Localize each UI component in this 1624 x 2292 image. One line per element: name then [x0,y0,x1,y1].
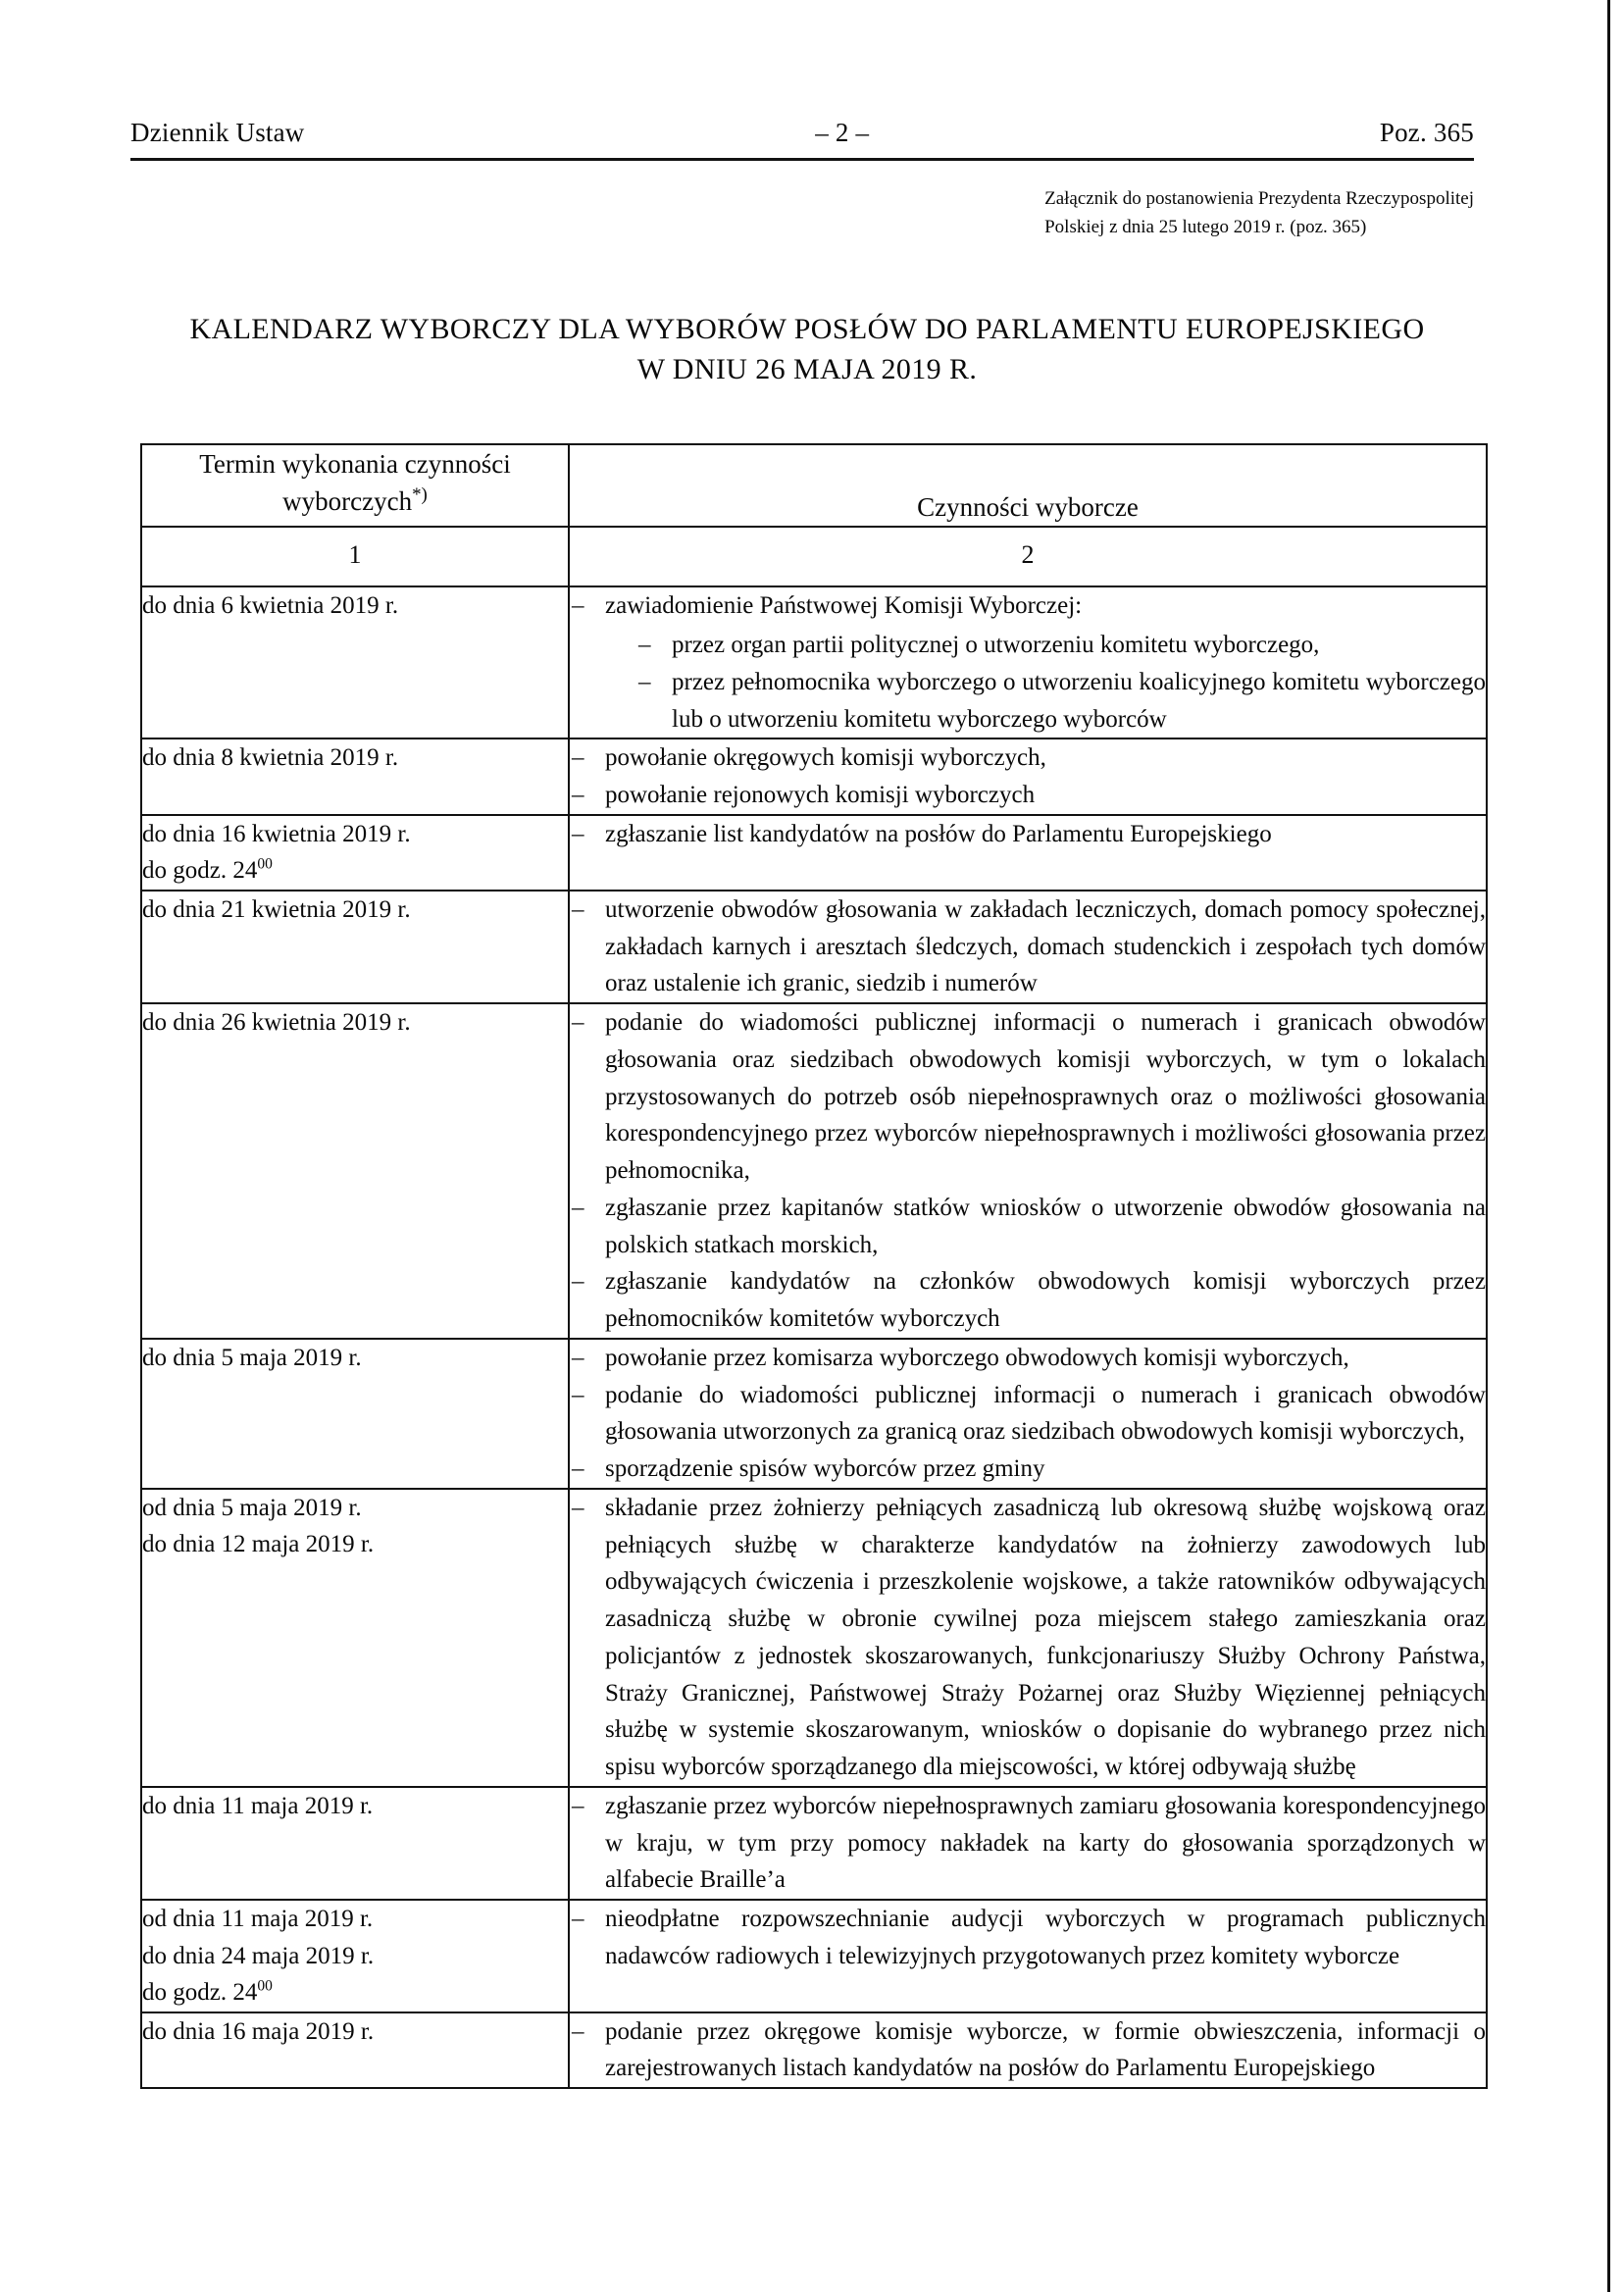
activity-item [570,587,1486,738]
activity-subitem: – przez organ partii politycznej o utworzeniu komitetu wyborczego, [634,627,1486,664]
activity-item-text: powołanie okręgowych komisji wyborczych, [605,744,1046,772]
table-header-row [141,444,1487,527]
header-position-number: Poz. 365 [1379,118,1474,147]
deadline-line: do godz. $24^{00}$ [142,856,273,885]
table-row [141,586,1487,739]
activity-item-text: utworzenie obwodów głosowania w zakładach leczniczych, domach pomocy społecznej, zakładach karnych i aresztach śledczych, domach studenckich i zespołach tych domów oraz ustalenie ich granic, siedzib i numerów [605,895,1486,997]
deadline-cell [141,2012,569,2089]
header-page-number: – 2 – [815,118,870,147]
deadline-line: do dnia 16 kwietnia 2019 r. [142,820,411,847]
deadline-line: od dnia 11 maja 2019 r. [142,1906,374,1933]
activities-cell [569,1339,1487,1489]
running-header [130,118,1474,148]
column-header-deadline-line-1: Termin wykonania czynności [199,449,511,479]
deadline-cell [141,739,569,815]
activity-item [570,1340,1486,1377]
deadline-line: do dnia 5 maja 2019 r. [142,1344,362,1371]
activity-item-text: powołanie przez komisarza wyborczego obwodowych komisji wyborczych, [605,1344,1349,1371]
deadline-line: do dnia 16 maja 2019 r. [142,2017,375,2045]
deadline-line: do godz. $24^{00}$ [142,1977,273,2007]
activity-item-text: składanie przez żołnierzy pełniących zasadniczą lub okresową służbę wojskową oraz pełniących służbę w charakterze kandydatów na żołnierzy zawodowych lub odbywających ćwiczenia i przeszkolenie wojskowe, a także ratowników odbywających zasadniczą służbę w obronie cywilnej poza miejscem stałego zamieszkania oraz policjantów z jednostek skoszarowanych, funkcjonariuszy Służby Ochrony Państwa, Straży Granicznej, Państwowej Straży Pożarnej oraz Służby Więziennej pełniących służbę w systemie skoszarowanym, wniosków o dopisanie do wybranego przez nich spisu wyborców sporządzanego dla miejscowości, w której odbywają służbę [605,1494,1486,1781]
deadline-line: do dnia 24 maja 2019 r. [142,1942,375,1969]
header-publication-name: Dziennik Ustaw [130,118,305,147]
activity-item [570,1901,1486,1975]
activity-item [570,1788,1486,1899]
activity-item [570,739,1486,777]
table-row [141,1787,1487,1900]
activities-cell [569,1787,1487,1900]
table-body [141,586,1487,2088]
deadline-cell [141,1900,569,2012]
activity-item-text: zgłaszanie kandydatów na członków obwodowych komisji wyborczych przez pełnomocników komitetów wyborczych [605,1268,1486,1333]
column-header-deadline-line-2: wyborczych [282,486,413,517]
table-row [141,1339,1487,1489]
activities-cell [569,1900,1487,2012]
activity-item [570,1451,1486,1488]
table-row [141,891,1487,1003]
activity-item-text: sporządzenie spisów wyborców przez gminy [605,1455,1045,1483]
activity-item-text: podanie przez okręgowe komisje wyborcze, w formie obwieszczenia, informacji o zarejestrowanych listach kandydatów na posłów do Parlamentu Europejskiego [605,2017,1486,2082]
deadline-cell [141,586,569,739]
deadline-cell [141,1339,569,1489]
column-number-2: 2 [569,527,1487,586]
activity-list [570,1490,1486,1786]
activity-list [570,1788,1486,1899]
appendix-note-line-1: Załącznik do postanowienia Prezydenta Rzeczypospolitej [1044,188,1474,209]
activity-item [570,1377,1486,1452]
table-row [141,1003,1487,1339]
activity-item-text: podanie do wiadomości publicznej informacji o numerach i granicach obwodów głosowania oraz siedzibach obwodowych komisji wyborczych, w tym o lokalach przystosowanych do potrzeb osób niepełnosprawnych oraz o możliwości głosowania korespondencyjnego przez wyborców niepełnosprawnych i możliwości głosowania przez pełnomocnika, [605,1009,1486,1185]
table-row [141,739,1487,815]
activities-cell [569,739,1487,815]
activity-item [570,2013,1486,2088]
header-rule [130,158,1474,161]
activities-cell [569,2012,1487,2089]
activity-item [570,777,1486,814]
deadline-line: do dnia 21 kwietnia 2019 r. [142,895,411,923]
deadline-line: do dnia 26 kwietnia 2019 r. [142,1009,411,1037]
scan-edge-line [1607,0,1610,2292]
deadline-cell [141,1489,569,1787]
activities-cell [569,1003,1487,1339]
activities-cell [569,815,1487,891]
activity-item-text: zgłaszanie przez kapitanów statków wniosków o utworzenie obwodów głosowania na polskich statkach morskich, [605,1194,1486,1258]
activity-list [570,1340,1486,1488]
appendix-note-line-2: Polskiej z dnia 25 lutego 2019 r. (poz. 365) [1044,217,1367,238]
activity-list [570,891,1486,1002]
page-title-line-2: W DNIU 26 MAJA 2019 R. [636,353,978,386]
activity-list [570,2013,1486,2088]
activity-list [570,1004,1486,1338]
page-title-line-1: KALENDARZ WYBORCZY DLA WYBORÓW POSŁÓW DO PARLAMENTU EUROPEJSKIEGO [189,313,1425,345]
deadline-line: do dnia 12 maja 2019 r. [142,1531,375,1558]
activity-item-text: zgłaszanie list kandydatów na posłów do Parlamentu Europejskiego [605,820,1272,847]
deadline-cell [141,815,569,891]
activity-item [570,891,1486,1002]
appendix-note [1044,184,1474,242]
activity-item-text: podanie do wiadomości publicznej informacji o numerach i granicach obwodów głosowania utworzonych za granicą oraz siedzibach obwodowych komisji wyborczych, [605,1381,1486,1446]
column-header-deadline [141,444,569,527]
table-row [141,1900,1487,2012]
activity-list [570,1901,1486,1975]
activity-item [570,1004,1486,1190]
deadline-cell [141,891,569,1003]
activity-item [570,1263,1486,1338]
activity-item [570,816,1486,853]
activity-item-text: zgłaszanie przez wyborców niepełnosprawnych zamiaru głosowania korespondencyjnego w kraju, w tym przy pomocy nakładek na karty do głosowania sporządzonych w alfabecie Braille’a [605,1792,1486,1894]
activity-item-text: zawiadomienie Państwowej Komisji Wyborczej: [605,592,1083,620]
hour-minutes-superscript: 00 [257,856,273,873]
activity-item [570,1190,1486,1264]
activities-cell [569,891,1487,1003]
activity-subitem: – przez pełnomocnika wyborczego o utworzeniu koalicyjnego komitetu wyborczego lub o utworzeniu komitetu wyborczego wyborców [634,664,1486,739]
activity-list [570,587,1486,738]
deadline-cell [141,1003,569,1339]
asterisk-footnote-marker: *) [412,484,428,506]
activity-sublist [634,627,1486,738]
activity-list [570,739,1486,814]
deadline-line: od dnia 5 maja 2019 r. [142,1494,362,1521]
table-row [141,2012,1487,2089]
column-header-activities: Czynności wyborcze [569,444,1487,527]
table-row [141,1489,1487,1787]
activity-list [570,816,1486,853]
table-column-number-row [141,527,1487,586]
activity-item [570,1490,1486,1786]
activity-item-text: nieodpłatne rozpowszechnianie audycji wyborczych w programach publicznych nadawców radiowych i telewizyjnych przygotowanych przez komitety wyborcze [605,1906,1486,1969]
deadline-line: do dnia 11 maja 2019 r. [142,1792,374,1819]
activity-subitem-wrapper [605,625,1486,738]
deadline-line: do dnia 8 kwietnia 2019 r. [142,744,399,772]
table-row [141,815,1487,891]
activities-cell [569,1489,1487,1787]
deadline-cell [141,1787,569,1900]
activity-item-text: powołanie rejonowych komisji wyborczych [605,782,1036,809]
deadline-line: do dnia 6 kwietnia 2019 r. [142,592,399,620]
hour-minutes-superscript: 00 [257,1977,273,1995]
electoral-calendar-table [140,443,1488,2089]
activities-cell [569,586,1487,739]
page-title [130,309,1484,390]
column-number-1: 1 [141,527,569,586]
